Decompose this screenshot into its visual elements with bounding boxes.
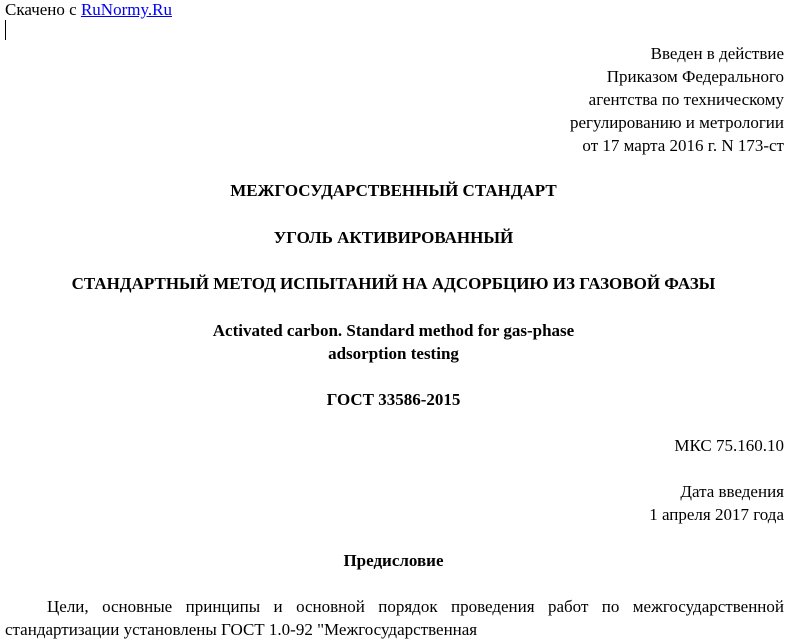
intro-date-value: 1 апреля 2017 года <box>649 505 784 524</box>
mks-code: МКС 75.160.10 <box>674 436 784 455</box>
intro-date-label: Дата введения <box>680 482 784 501</box>
gost-number: ГОСТ 33586-2015 <box>326 390 461 409</box>
enactment-line: Введен в действие <box>650 44 784 63</box>
enactment-line: регулированию и метрологии <box>569 113 784 132</box>
enactment-block <box>570 42 784 157</box>
enactment-line: Приказом Федерального <box>606 67 784 86</box>
foreword-title: Предисловие <box>343 551 444 570</box>
enactment-line: от 17 марта 2016 г. N 173-ст <box>582 136 784 155</box>
source-prefix: Скачено с <box>5 0 81 19</box>
heading-subject: УГОЛЬ АКТИВИРОВАННЫЙ <box>273 228 514 247</box>
foreword-paragraph: Цели, основные принципы и основной порядок проведения работ по межгосударственной стандартизации установлены ГОСТ 1.0-92 "Межгосударственная <box>5 597 784 639</box>
heading-method: СТАНДАРТНЫЙ МЕТОД ИСПЫТАНИЙ НА АДСОРБЦИЮ ИЗ ГАЗОВОЙ ФАЗЫ <box>71 274 716 293</box>
english-title-line-1: Activated carbon. Standard method for gas-phase <box>212 321 575 340</box>
english-title-line-2: adsorption testing <box>328 344 459 363</box>
source-note <box>5 0 172 21</box>
heading-standard: МЕЖГОСУДАРСТВЕННЫЙ СТАНДАРТ <box>230 181 557 200</box>
text-cursor <box>5 20 6 40</box>
enactment-line: агентства по техническому <box>588 90 784 109</box>
source-link[interactable]: RuNormy.Ru <box>80 0 172 19</box>
